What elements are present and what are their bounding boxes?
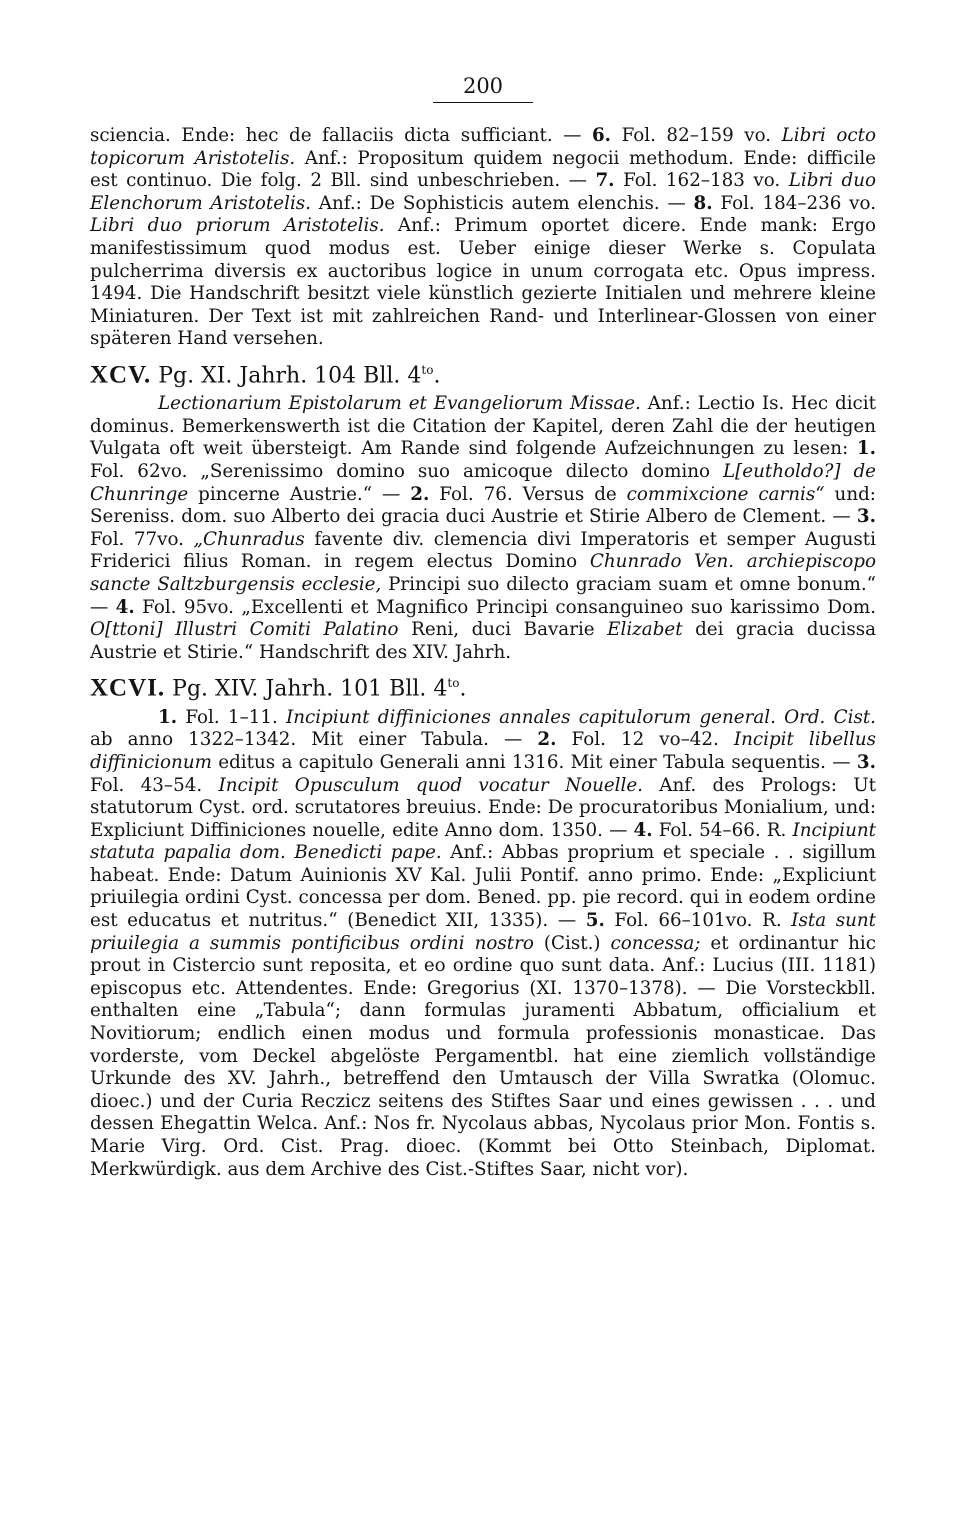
entry-meta: Pg. XIV. Jahrh. 101 Bll. 4	[165, 676, 448, 702]
text-run: Principi suo dilecto graciam suam et omne bonum.“ —	[90, 574, 876, 618]
text-run: et ordinantur hic prout in Cistercio sunt reposita, et eo ordine quo sunt data. Anf.: Lucius (III. 1181) episcopus etc. Attendentes. Ende: Gregorius (XI. 1370–1378). — Die Vorsteckbll. enthalten eine „Tabula“; dann formulas juramenti Abbatum, officialium et Novitiorum; endlich einen modus und formula professionis monasticae. Das vorderste, vom Deckel abgelöste Pergamentbl. hat eine ziemlich vollständige Urkunde des XV. Jahrh., betreffend den Umtausch der Villa Swratka (Olomuc. dioec.) und der Curia Reczicz seitens des Stiftes Saar und eines gewissen . . . und dessen Ehegattin Welca. Anf.: Nos fr. Nycolaus abbas, Nycolaus prior Mon. Fontis s. Marie Virg. Ord. Cist. Prag. dioec. (Kommt bei Otto Steinbach, Diplomat. Merkwürdigk. aus dem Archive des Cist.-Stiftes Saar, nicht vor).	[90, 932, 877, 1180]
work-title: concessa;	[610, 932, 701, 954]
work-title: Incipit libellus diffinicionum	[90, 729, 876, 773]
format-superscript: to	[447, 676, 460, 691]
text-run: Reni, duci Bavarie	[398, 619, 608, 641]
name-italic: O[ttoni] Illustri Comiti Palatino	[90, 619, 399, 641]
entry-body-xcv	[90, 393, 876, 664]
text-run: Fol. 95vo. „Excellenti et Magnifico Principi consanguineo suo karissimo Dom.	[134, 596, 877, 618]
item-number: 5.	[585, 910, 605, 932]
text-run: Anf.: Abbas proprium et speciale . . sigillum habeat. Ende: Datum Auinionis XV Kal. Julii Pontif. anno primo. Ende: „Expliciunt priuilegia ordini Cyst. concessa per dom. Bened. pp. pie record. qui in eodem ordine est educatus et nutritus.“ (Benedict XII, 1335). —	[90, 842, 876, 932]
text-run: ab anno 1322–1342. Mit einer Tabula. —	[90, 729, 538, 751]
text-run: Anf.: Lectio Is. Hec dicit dominus. Bemerkenswerth ist die Citation der Kapitel, deren Zahl die der heutigen Vulgata oft weit übersteigt. Am Rande sind folgende Aufzeichnungen zu lesen:	[90, 393, 876, 460]
text-run: Anf.: Propositum quidem negocii methodum. Ende: difficile est continuo. Die folg. 2 Bll. sind unbeschrieben. —	[90, 147, 876, 192]
work-title: Ista sunt priuilegia a summis pontificibus ordini nostro	[90, 910, 877, 954]
item-number: 2.	[537, 729, 557, 751]
item-number: 8.	[693, 192, 713, 214]
text-run: Fol. 162–183 vo.	[614, 170, 789, 192]
document-page	[90, 72, 876, 1181]
quote-italic: commixcione carnis“	[626, 483, 825, 505]
text-run: pincerne Austrie.“ —	[188, 483, 411, 505]
text-run: dei gracia ducissa Austrie et Stirie.“ Handschrift des XIV. Jahrh.	[90, 619, 876, 663]
entry-number: XCVI.	[90, 674, 166, 702]
text-run: Fol. 54–66. R.	[652, 819, 793, 841]
text-run: Fol. 82–159 vo.	[611, 125, 782, 146]
text-run: favente div. clemencia divi Imperatoris et semper Augusti Friderici filius Roman. in regem electus Domino	[90, 528, 876, 573]
format-superscript: to	[421, 362, 434, 377]
text-run: Anf.: De Sophisticis autem elenchis. —	[311, 192, 694, 214]
text-run: Fol. 1–11.	[177, 706, 287, 728]
work-title: Incipit Opusculum quod vocatur Nouelle.	[218, 774, 643, 796]
item-number: 7.	[595, 170, 615, 192]
work-title: Libri duo Elenchorum Aristotelis.	[90, 170, 876, 214]
text-run: Fol. 12 vo–42.	[556, 729, 734, 751]
entry-meta-dot: .	[459, 676, 467, 702]
item-number: 4.	[633, 819, 653, 841]
item-number: 1.	[856, 438, 876, 460]
item-number: 1.	[158, 706, 178, 728]
text-run: Fol. 76. Versus de	[429, 483, 627, 505]
name-italic: Elizabet	[607, 619, 683, 641]
text-run: und: Sereniss. dom. suo Alberto dei gracia duci Austrie et Stirie Albero de Clement. —	[90, 483, 876, 528]
name-italic: Chunrado Ven. archiepiscopo sancte Saltzburgensis ecclesie,	[90, 551, 876, 596]
work-title: Lectionarium Epistolarum et Evangeliorum Missae.	[158, 393, 641, 415]
work-title: Libri duo priorum Aristotelis.	[90, 215, 385, 237]
item-number: 3.	[856, 506, 876, 528]
entry-meta: Pg. XI. Jahrh. 104 Bll. 4	[151, 363, 422, 389]
entry-heading-xcvi	[90, 668, 876, 704]
text-run: Fol. 184–236 vo.	[712, 192, 877, 214]
item-number: 2.	[410, 483, 430, 505]
text-run: (Cist.)	[533, 932, 611, 954]
item-number: 3.	[856, 751, 876, 773]
text-run: Anf. des Prologs: Ut statutorum Cyst. ord. scrutatores breuius. Ende: De procuratoribus Monialium, und: Expliciunt Diffiniciones nouelle, edite Anno dom. 1350. —	[90, 774, 876, 841]
entry-heading-xcv	[90, 355, 876, 391]
item-number: 4.	[115, 596, 135, 618]
text-run: editus a capitulo Generali anni 1316. Mit einer Tabula sequentis. —	[211, 751, 857, 773]
work-title: Incipiunt diffiniciones annales capitulorum general. Ord. Cist.	[286, 706, 876, 728]
name-italic: L[eutholdo?] de Chunringe	[90, 461, 876, 505]
text-run: Fol. 43–54.	[90, 774, 219, 796]
text-run: Anf.: Primum oportet dicere. Ende mank: Ergo manifestissimum quod modus est. Ueber einige dieser Werke s. Copulata pulcherrima diversis ex auctoribus logice in unum corrogata etc. Opus impress. 1494. Die Handschrift besitzt viele künstlich gezierte Initialen und mehrere kleine Miniaturen. Der Text ist mit zahlreichen Rand- und Interlinear-Glossen von einer späteren Hand versehen.	[90, 215, 876, 350]
entry-meta-dot: .	[433, 363, 441, 389]
quote-italic: „Chunradus	[193, 528, 305, 550]
page-number: 200	[433, 72, 533, 103]
entry-number: XCV.	[90, 361, 152, 389]
text-run: Fol. 62vo. „Serenissimo domino suo amicoque dilecto domino	[90, 461, 724, 483]
text-run: Fol. 77vo.	[90, 528, 194, 550]
item-number: 6.	[591, 125, 612, 146]
entry-body-xcvi	[90, 707, 876, 1181]
text-run: sciencia. Ende: hec de fallaciis dicta sufficiant. —	[90, 125, 592, 146]
work-title: Incipiunt statuta papalia dom. Benedicti pape.	[90, 819, 876, 864]
intro-paragraph	[90, 125, 876, 351]
work-title: Libri octo topicorum Aristotelis.	[90, 125, 876, 169]
text-run: Fol. 66–101vo. R.	[604, 910, 792, 932]
